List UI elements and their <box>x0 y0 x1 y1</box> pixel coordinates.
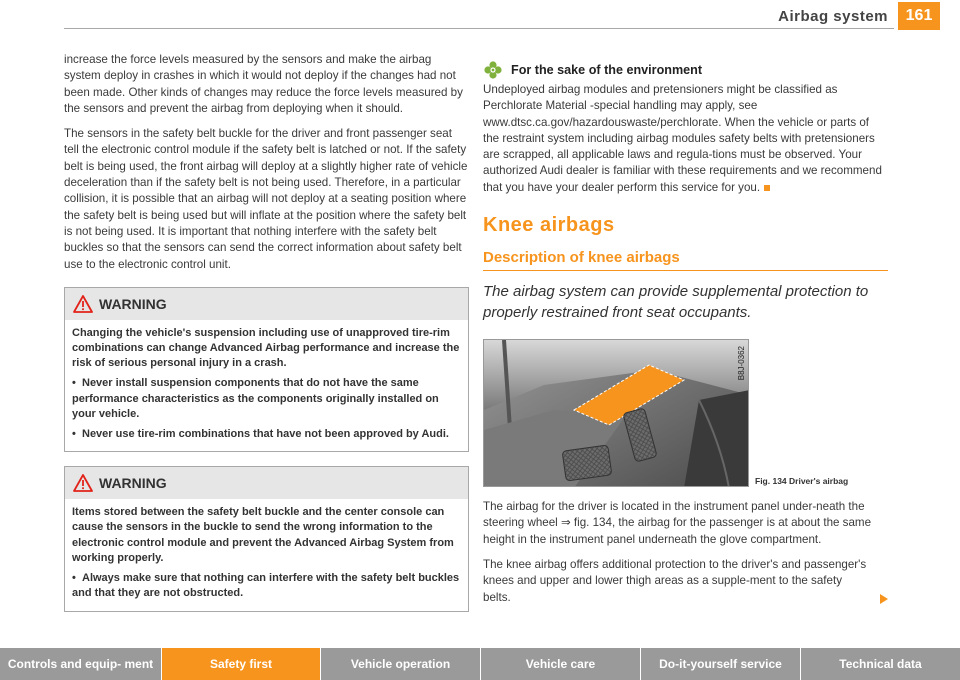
page-number: 161 <box>898 2 940 30</box>
lede-text: The airbag system can provide supplemental protection to properly restrained front seat occupants. <box>483 283 869 322</box>
body-paragraph: The knee airbag offers additional protection to the driver's and passenger's knees and upper and lower thigh areas as a supple-ment to the safety belts. <box>483 557 867 604</box>
header-rule <box>64 28 894 29</box>
warning-box <box>64 287 469 452</box>
warning-triangle-icon <box>73 295 93 313</box>
warning-title: WARNING <box>99 295 167 312</box>
subsection-title: Description of knee airbags <box>483 249 888 271</box>
body-paragraph: The airbag for the driver is located in the instrument panel under-neath the steering wheel ⇒ fig. 134, the airbag for the passenger is at about the same height in the instrument panel underneath the glove compartment. <box>483 500 872 546</box>
warning-bullet: • Never use tire-rim combinations that have not been approved by Audi. <box>72 427 461 442</box>
environment-text: Undeployed airbag modules and pretensioners might be classified as Perchlorate Material -special handling may apply, see www.dtsc.ca.gov/hazardouswaste/perchlorate. When the vehicle or parts of the restraint system including airbag modules safety belts with pretensioners are scrapped, all applicable laws and regula-tions must be observed. Your authorized Audi dealer is familiar with these requirements and we recommend that you have your dealer perform this service for you. <box>483 83 882 194</box>
warning-body <box>65 320 468 451</box>
warning-triangle-icon <box>73 474 93 492</box>
body-paragraph: The sensors in the safety belt buckle for the driver and front passenger seat tell the electronic control module if the safety belt is latched or not. If the safety belt is being used, the front airbag will deploy at a slightly higher rate of vehicle deceleration than if the safety belt is not being used. Therefore, in a particular collision, it is possible that an airbag will not deploy at a seating position where the safety belt is being used but will inflate at the position where the safety belt is not being used. It is important that nothing interfere with the safety belt buckles so that the sensors can send the correct information about safety belt use to the electronic control unit. <box>64 127 468 271</box>
tab-vehicle-operation[interactable]: Vehicle operation <box>321 648 481 680</box>
last-paragraph-wrap <box>483 557 888 606</box>
left-column <box>64 52 469 626</box>
right-column <box>483 60 888 615</box>
warning-bullet: • Never install suspension components that do not have the same performance characteristics as the components originally installed on your vehicle. <box>72 377 439 420</box>
section-title: Knee airbags <box>483 214 615 237</box>
tab-controls-and-equipment[interactable]: Controls and equip- ment <box>0 648 162 680</box>
warning-body <box>65 499 468 610</box>
page-header <box>0 0 960 32</box>
warning-intro: Changing the vehicle's suspension including use of unapproved tire-rim combinations can change Advanced Airbag performance and increase the risk of serious personal injury in a crash. <box>72 326 460 370</box>
environment-heading <box>483 60 888 80</box>
environment-title: For the sake of the environment <box>511 63 703 77</box>
figure-code: B8J-0362 <box>737 346 746 381</box>
knee-airbag-figure <box>483 339 749 487</box>
bullet-icon: • <box>72 377 76 390</box>
figure-caption: Fig. 134 Driver's airbag <box>755 476 849 487</box>
warning-box <box>64 466 469 611</box>
tab-safety-first[interactable]: Safety first <box>162 648 321 680</box>
figure-illustration <box>484 340 749 487</box>
warning-header <box>65 288 468 320</box>
warning-header <box>65 467 468 499</box>
warning-bullet: • Always make sure that nothing can interfere with the safety belt buckles and that they are not obstructed. <box>72 572 460 600</box>
figure-row <box>483 339 888 487</box>
footer-nav <box>0 648 960 680</box>
warning-intro: Items stored between the safety belt buckle and the center console can cause the sensors in the buckle to send the wrong information to the electronic control module and prevent the Advanced Airbag System from working properly. <box>72 506 454 564</box>
body-paragraph: increase the force levels measured by the sensors and make the airbag system deploy in crashes in which it would not deploy if the changes had not been made. Other kinds of changes may reduce the force levels measured by the sensors and prevent the airbag from deploying when it should. <box>64 53 463 115</box>
continue-arrow-icon <box>880 594 888 604</box>
end-mark-icon <box>764 185 770 191</box>
bullet-icon: • <box>72 572 76 585</box>
environment-flower-icon <box>483 60 503 80</box>
warning-title: WARNING <box>99 475 167 492</box>
header-title: Airbag system <box>778 8 888 25</box>
tab-technical-data[interactable]: Technical data <box>801 648 960 680</box>
tab-vehicle-care[interactable]: Vehicle care <box>481 648 641 680</box>
tab-do-it-yourself-service[interactable]: Do-it-yourself service <box>641 648 801 680</box>
bullet-icon: • <box>72 428 76 441</box>
